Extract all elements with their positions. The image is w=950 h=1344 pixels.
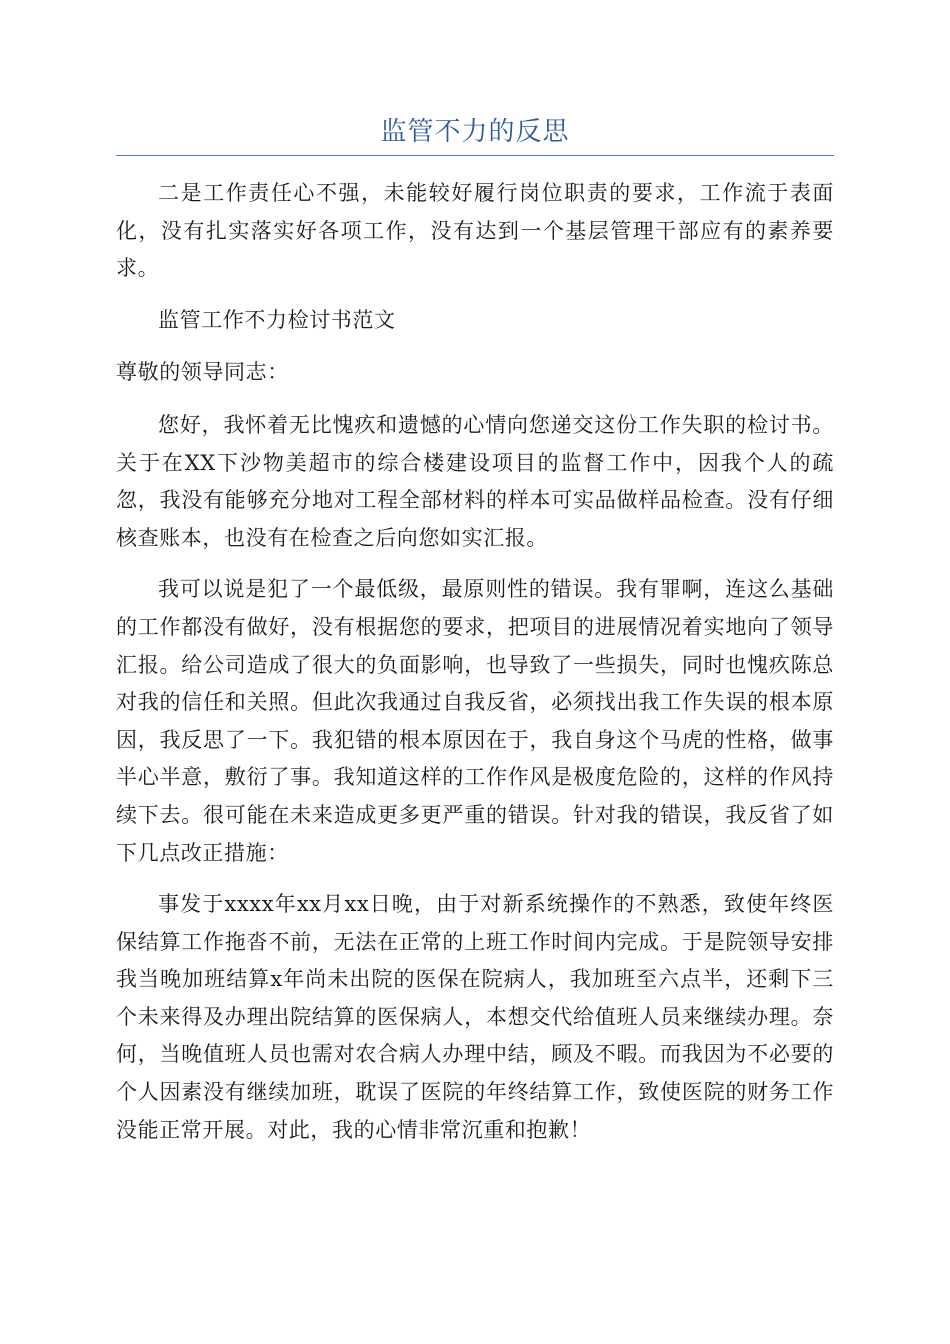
paragraph-responsibility: 二是工作责任心不强，未能较好履行岗位职责的要求，工作流于表面化，没有扎实落实好各项工作，没有达到一个基层管理干部应有的素养要求。	[116, 181, 834, 281]
salutation: 尊敬的领导同志：	[116, 360, 289, 385]
document-body	[116, 175, 834, 1163]
section-heading: 监管工作不力检讨书范文	[158, 307, 396, 332]
paragraph-incident: 事发于xxxx年xx月xx日晚，由于对新系统操作的不熟悉，致使年终医保结算工作拖沓不前，无法在正常的上班工作时间内完成。于是院领导安排我当晚加班结算x年尚未出院的医保在院病人，我加班至六点半，还剩下三个未来得及办理出院结算的医保病人，本想交代给值班人员来继续办理。奈何，当晚值班人员也需对农合病人办理中结，顾及不暇。而我因为不必要的个人因素没有继续加班，耽误了医院的年终结算工作，致使医院的财务工作没能正常开展。对此，我的心情非常沉重和抱歉！	[116, 892, 834, 1142]
document-title: 监管不力的反思	[380, 117, 570, 147]
paragraph-greeting: 您好，我怀着无比愧疚和遗憾的心情向您递交这份工作失职的检讨书。关于在XX下沙物美超市的综合楼建设项目的监督工作中，因我个人的疏忽，我没有能够充分地对工程全部材料的样本可实品做样品检查。没有仔细核查账本，也没有在检查之后向您如实汇报。	[116, 412, 834, 550]
paragraph-reflection: 我可以说是犯了一个最低级，最原则性的错误。我有罪啊，连这么基础的工作都没有做好，没有根据您的要求，把项目的进展情况着实地向了领导汇报。给公司造成了很大的负面影响，也导致了一些损失，同时也愧疚陈总对我的信任和关照。但此次我通过自我反省，必须找出我工作失误的根本原因，我反思了一下。我犯错的根本原因在于，我自身这个马虎的性格，做事半心半意，敷衍了事。我知道这样的工作作风是极度危险的，这样的作风持续下去。很可能在未来造成更多更严重的错误。针对我的错误，我反省了如下几点改正措施：	[116, 577, 834, 865]
title-underline	[116, 155, 834, 156]
